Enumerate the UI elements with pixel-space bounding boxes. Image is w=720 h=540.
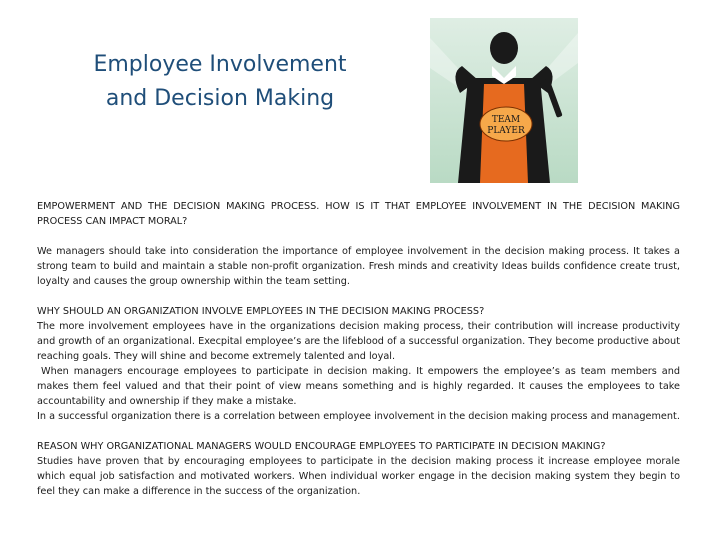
paragraph-involvement: The more involvement employees have in the organizations decision making process, their contribution will increase productivity and growth of an organizational. Execpital employee’s are the lifeblood of a successful organization. They become productive about reaching goals. They will shine and become extremely talented and loyal. — [37, 321, 680, 362]
slide-title-line-1: Employee Involvement — [93, 52, 347, 77]
slide-title-line-2: and Decision Making — [105, 86, 335, 111]
article-body — [37, 199, 680, 499]
superhero-businessman-icon — [430, 18, 578, 183]
paragraph-managers: We managers should take into consideration the importance of employee involvement in the decision making process. It takes a strong team to build and maintain a stable non-profit organization. Fresh minds and creativity Ideas builds confidence create trust, loyalty and causes the group ownership within the team setting. — [37, 246, 680, 287]
paragraph-empowers: When managers encourage employees to participate in decision making. It empowers the employee’s as team members and makes them feel valued and that their point of view means something and is highly regarded. It causes the employees to take accountability and ownership if they make a mistake. — [37, 366, 680, 407]
badge-text-player: PLAYER — [487, 126, 525, 136]
paragraph-studies: Studies have proven that by encouraging employees to participate in the decision making process it increase employee morale which equal job satisfaction and motivated workers. When individual worker engage in the decision making system they begin to feel they can make a difference in the success of the organization. — [37, 456, 680, 497]
heading-reason: REASON WHY ORGANIZATIONAL MANAGERS WOULD ENCOURAGE EMPLOYEES TO PARTICIPATE IN DECISION MAKING? — [37, 441, 606, 452]
heading-why-involve: WHY SHOULD AN ORGANIZATION INVOLVE EMPLOYEES IN THE DECISION MAKING PROCESS? — [37, 306, 485, 317]
team-player-illustration — [430, 18, 578, 183]
heading-empowerment: EMPOWERMENT AND THE DECISION MAKING PROCESS. HOW IS IT THAT EMPLOYEE INVOLVEMENT IN THE DECISION MAKING PROCESS CAN IMPACT MORAL? — [37, 201, 680, 227]
slide-title — [70, 48, 370, 116]
badge-text-team: TEAM — [491, 115, 521, 125]
paragraph-correlation: In a successful organization there is a correlation between employee involvement in the decision making process and management. — [37, 411, 680, 422]
